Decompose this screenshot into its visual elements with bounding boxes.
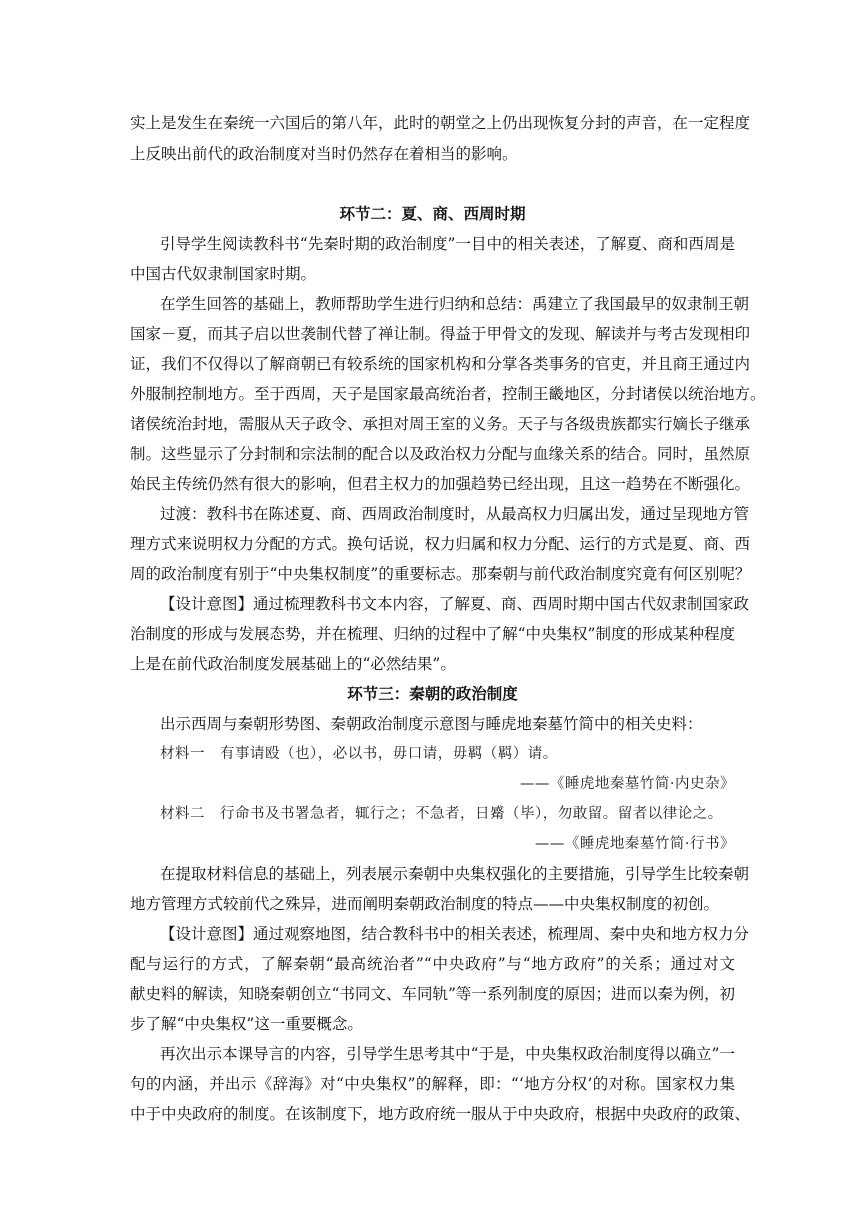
- section-heading-3: 环节三：秦朝的政治制度: [347, 684, 518, 703]
- source-citation-2: ——《睡虎地秦墓竹简·行书》: [534, 836, 735, 852]
- paragraph-line: 在学生回答的基础上，教师帮助学生进行归纳和总结：禹建立了我国最早的奴隶制王朝: [160, 295, 750, 313]
- paragraph-line: 在提取材料信息的基础上，列表展示秦朝中央集权强化的主要措施，引导学生比较秦朝: [160, 865, 750, 883]
- source-citation-1: ——《睡虎地秦墓竹简·内史杂》: [519, 776, 735, 792]
- paragraph-line: 献史料的解读，知晓秦朝创立“书同文、车同轨”等一系列制度的原因；进而以秦为例，初: [130, 985, 735, 1003]
- paragraph-line: 证，我们不仅得以了解商朝已有较系统的国家机构和分掌各类事务的官吏，并且商王通过内: [130, 355, 751, 373]
- paragraph-line: 配与运行的方式，了解秦朝“最高统治者”“中央政府”与“地方政府”的关系；通过对文: [130, 955, 735, 973]
- paragraph-line: 步了解“中央集权”这一重要概念。: [130, 1015, 363, 1033]
- paragraph-line: 再次出示本课导言的内容，引导学生思考其中“于是，中央集权政治制度得以确立”一: [160, 1045, 735, 1063]
- paragraph-line: 制。这些显示了分封制和宗法制的配合以及政治权力分配与血缘关系的结合。同时，虽然原: [130, 445, 751, 463]
- paragraph-line: 诸侯统治封地，需服从天子政令、承担对周王室的义务。天子与各级贵族都实行嫡长子继承: [130, 415, 751, 433]
- section-heading-2: 环节二：夏、商、西周时期: [339, 204, 526, 223]
- paragraph-line: 【设计意图】通过梳理教科书文本内容，了解夏、商、西周时期中国古代奴隶制国家政: [160, 595, 750, 613]
- paragraph-line: 国家－夏，而其子启以世袭制代替了禅让制。得益于甲骨文的发现、解读并与考古发现相印: [130, 325, 751, 343]
- paragraph-line: 中国古代奴隶制国家时期。: [130, 265, 317, 283]
- paragraph-line: 理方式来说明权力分配的方式。换句话说，权力归属和权力分配、运行的方式是夏、商、西: [130, 535, 751, 553]
- paragraph-line: 始民主传统仍然有很大的影响，但君主权力的加强趋势已经出现，且这一趋势在不断强化。: [130, 475, 751, 493]
- paragraph-line: 过渡：教科书在陈述夏、商、西周政治制度时，从最高权力归属出发，通过呈现地方管: [160, 505, 750, 523]
- paragraph-line: 【设计意图】通过观察地图，结合教科书中的相关表述，梳理周、秦中央和地方权力分: [160, 925, 750, 943]
- paragraph-line: 上是在前代政治制度发展基础上的“必然结果”。: [130, 655, 456, 673]
- paragraph-line: 出示西周与秦朝形势图、秦朝政治制度示意图与睡虎地秦墓竹简中的相关史料：: [160, 715, 703, 733]
- paragraph-line: 治制度的形成与发展态势，并在梳理、归纳的过程中了解“中央集权”制度的形成某种程度: [130, 625, 735, 643]
- source-material-1: 材料一 有事请殴（也），必以书，毋口请，毋羁（羁）请。: [160, 746, 558, 762]
- paragraph-line: 上反映出前代的政治制度对当时仍然存在着相当的影响。: [130, 145, 518, 163]
- paragraph-line: 引导学生阅读教科书“先秦时期的政治制度”一目中的相关表述，了解夏、商和西周是: [160, 235, 735, 253]
- paragraph-line: 中于中央政府的制度。在该制度下，地方政府统一服从于中央政府，根据中央政府的政策、: [130, 1105, 751, 1123]
- paragraph-line: 地方管理方式较前代之殊异，进而阐明秦朝政治制度的特点——中央集权制度的初创。: [130, 895, 720, 913]
- paragraph-line: 外服制控制地方。至于西周，天子是国家最高统治者，控制王畿地区，分封诸侯以统治地方。: [130, 385, 766, 403]
- paragraph-line: 句的内涵，并出示《辞海》对“中央集权”的解释，即：“‘地方分权’的对称。国家权力集: [130, 1075, 735, 1093]
- paragraph-line: 实上是发生在秦统一六国后的第八年，此时的朝堂之上仍出现恢复分封的声音，在一定程度: [130, 114, 751, 132]
- paragraph-line: 周的政治制度有别于“中央集权制度”的重要标志。那秦朝与前代政治制度究竟有何区别呢？: [130, 565, 751, 583]
- source-material-2: 材料二 行命书及书署急者，辄行之；不急者，日觱（毕），勿敢留。留者以律论之。: [160, 806, 723, 822]
